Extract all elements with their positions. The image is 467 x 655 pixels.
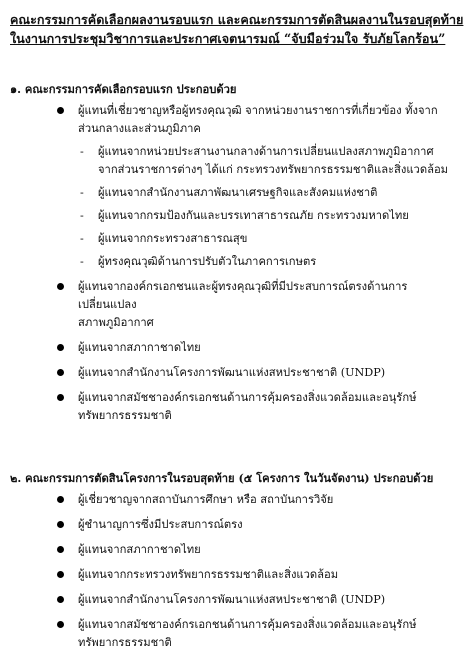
bullet-icon <box>57 496 64 503</box>
sub-list-item: - ผู้แทนจากกรมป้องกันและบรรเทาสาธารณภัย กระทรวงมหาดไทย <box>80 207 453 225</box>
section-first-round-committee <box>10 80 453 425</box>
section-final-round-committee <box>10 469 453 652</box>
title-line-2: ในงานการประชุมวิชาการและประกาศเจตนารมณ์ “จับมือร่วมใจ รับภัยโลกร้อน” <box>10 31 446 46</box>
title-line-1: คณะกรรมการคัดเลือกผลงานรอบแรก และคณะกรรมการตัดสินผลงานในรอบสุดท้าย <box>10 12 464 27</box>
list-item: ผู้แทนจากสมัชชาองค์กรเอกชนด้านการคุ้มครองสิ่งแวดล้อมและอนุรักษ์ ทรัพยากรธรรมชาติ <box>56 389 453 425</box>
document-title <box>10 10 464 48</box>
dash-icon: - <box>80 186 84 199</box>
bullet-icon <box>57 521 64 528</box>
bullet-icon <box>57 107 64 114</box>
bullet-icon <box>57 283 64 290</box>
section-2-list <box>56 491 453 652</box>
list-item: ผู้แทนจากสภากาชาดไทย <box>56 339 453 357</box>
dash-icon: - <box>80 145 84 158</box>
bullet-icon <box>57 571 64 578</box>
list-item: ผู้แทนจากสภากาชาดไทย <box>56 541 453 559</box>
bullet-icon <box>57 621 64 628</box>
bullet-icon <box>57 369 64 376</box>
list-item: ผู้เชี่ยวชาญจากสถาบันการศึกษา หรือ สถาบันการวิจัย <box>56 491 453 509</box>
dash-icon: - <box>80 255 84 268</box>
sub-list <box>80 143 453 271</box>
sub-list-item: - ผู้ทรงคุณวุฒิด้านการปรับตัวในภาคการเกษตร <box>80 253 453 271</box>
bullet-icon <box>57 394 64 401</box>
section-1-list <box>56 102 453 425</box>
list-item: ผู้แทนจากสำนักงานโครงการพัฒนาแห่งสหประชาชาติ (UNDP) <box>56 364 453 382</box>
list-item: ผู้แทนจากสำนักงานโครงการพัฒนาแห่งสหประชาชาติ (UNDP) <box>56 591 453 609</box>
sub-list-item: - ผู้แทนจากกระทรวงสาธารณสุข <box>80 230 453 248</box>
list-item: ผู้แทนที่เชี่ยวชาญหรือผู้ทรงคุณวุฒิ จากหน่วยงานราชการที่เกี่ยวข้อง ทั้งจาก ส่วนกลางและส่วนภูมิภาค - ผู้แทนจากหน่วยประสานงานกลางด้านการเปลี่ยนแปลงสภาพภูมิอากาศ จากส่วนราชการต่างๆ ได้แก่ กระทรวงทรัพยากรธรรมชาติและสิ่งแวดล้อม - ผู้แทนจากสำนักงานสภาพัฒนาเศรษฐกิจและสังคมแห่งชาติ - ผู้แทนจากกรมป้องกันและบรรเทาสาธารณภัย กระทรวงมหาดไทย - ผู้แทนจากกระทรวงสาธารณสุข - ผู้ทรงคุณวุฒิด้านการปรับตัวในภาคการเกษตร <box>56 102 453 271</box>
list-item: ผู้แทนจากองค์กรเอกชนและผู้ทรงคุณวุฒิที่มีประสบการณ์ตรงด้านการเปลี่ยนแปลง สภาพภูมิอากาศ <box>56 278 453 332</box>
bullet-icon <box>57 596 64 603</box>
sub-list-item: - ผู้แทนจากสำนักงานสภาพัฒนาเศรษฐกิจและสังคมแห่งชาติ <box>80 184 453 202</box>
section-2-heading: ๒. คณะกรรมการตัดสินโครงการในรอบสุดท้าย (๕ โครงการ ในวันจัดงาน) ประกอบด้วย <box>10 471 434 485</box>
section-1-heading: ๑. คณะกรรมการคัดเลือกรอบแรก ประกอบด้วย <box>10 82 237 96</box>
bullet-icon <box>57 344 64 351</box>
dash-icon: - <box>80 209 84 222</box>
list-item: ผู้ชำนาญการซึ่งมีประสบการณ์ตรง <box>56 516 453 534</box>
bullet-icon <box>57 546 64 553</box>
dash-icon: - <box>80 232 84 245</box>
list-item: ผู้แทนจากสมัชชาองค์กรเอกชนด้านการคุ้มครองสิ่งแวดล้อมและอนุรักษ์ ทรัพยากรธรรมชาติ <box>56 616 453 652</box>
sub-list-item: - ผู้แทนจากหน่วยประสานงานกลางด้านการเปลี่ยนแปลงสภาพภูมิอากาศ จากส่วนราชการต่างๆ ได้แก่ กระทรวงทรัพยากรธรรมชาติและสิ่งแวดล้อม <box>80 145 449 176</box>
list-item: ผู้แทนจากกระทรวงทรัพยากรธรรมชาติและสิ่งแวดล้อม <box>56 566 453 584</box>
